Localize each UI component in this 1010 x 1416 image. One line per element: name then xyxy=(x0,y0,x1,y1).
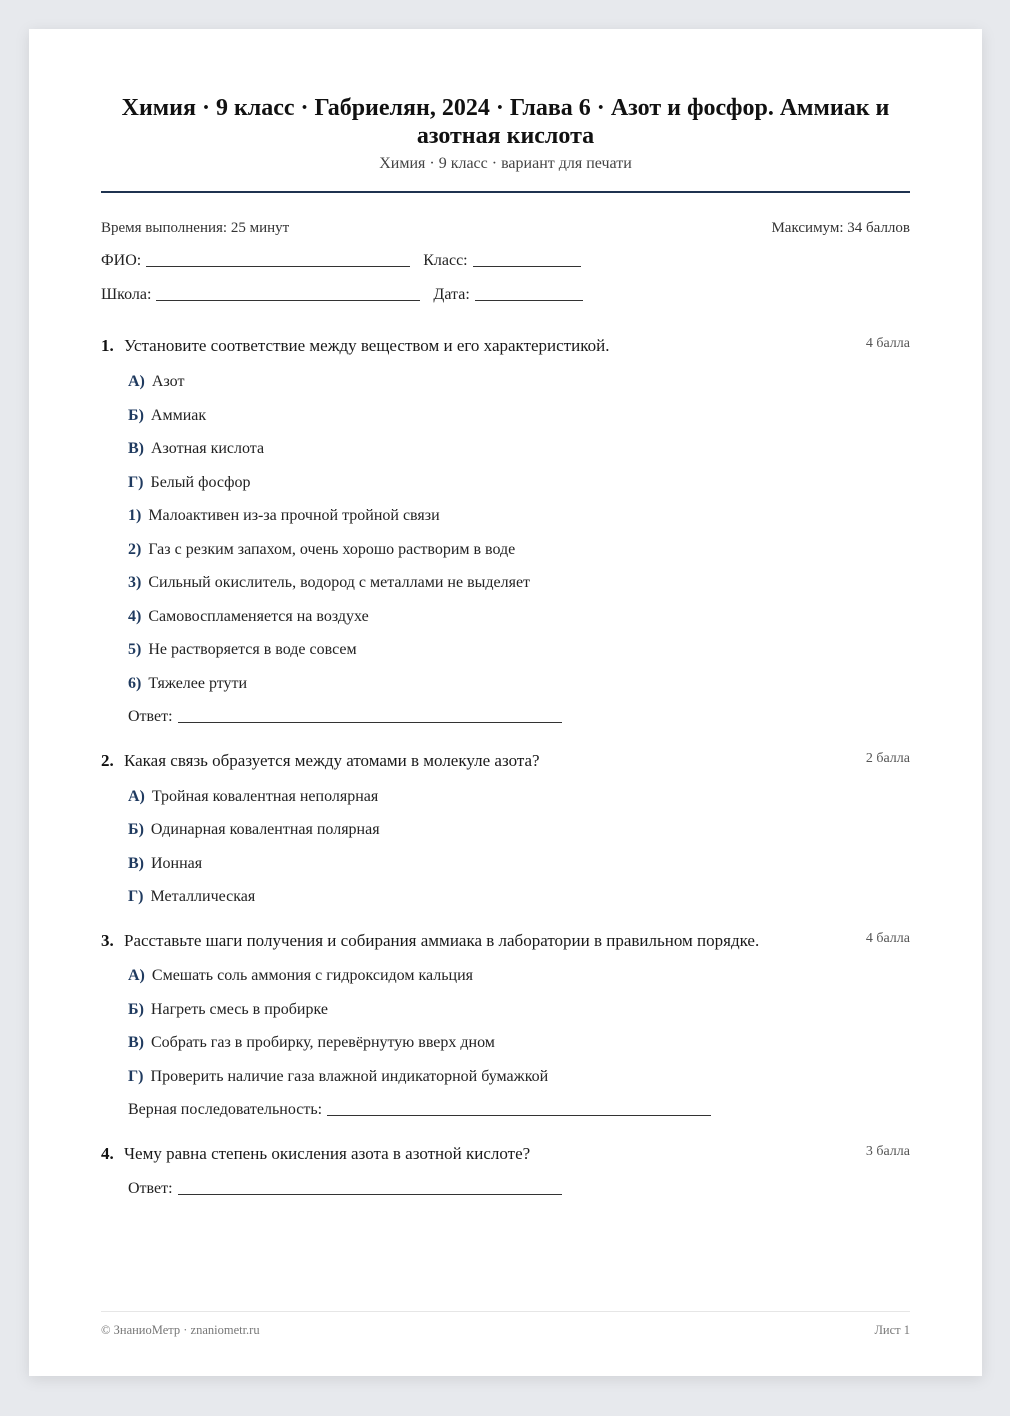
school-field[interactable] xyxy=(156,299,420,301)
list-item xyxy=(128,1033,910,1052)
item-text: Проверить наличие газа влажной индикаторной бумажкой xyxy=(150,1067,549,1085)
list-item xyxy=(128,966,910,985)
answer-row xyxy=(128,707,910,726)
item-marker: Б) xyxy=(128,821,144,838)
item-marker: Б) xyxy=(128,1000,144,1018)
item-marker: В) xyxy=(128,440,144,457)
item-text: Тяжелее ртути xyxy=(148,674,248,692)
max-score: Максимум: 34 баллов xyxy=(771,220,910,236)
meta-row xyxy=(101,219,910,237)
item-text: Аммиак xyxy=(150,406,207,424)
question-points: 3 балла xyxy=(865,1143,910,1159)
answer-field[interactable] xyxy=(178,721,562,723)
item-text: Азот xyxy=(151,373,185,390)
question-number: 1. xyxy=(101,336,114,355)
item-marker: А) xyxy=(128,373,145,390)
item-marker: 3) xyxy=(128,574,142,591)
list-item xyxy=(128,887,910,906)
question-points: 2 балла xyxy=(865,750,910,766)
answer-label: Ответ: xyxy=(128,707,173,725)
list-item xyxy=(128,439,910,458)
list-item xyxy=(128,854,910,873)
page-content xyxy=(101,29,910,1198)
item-text: Азотная кислота xyxy=(151,440,265,457)
question-number: 2. xyxy=(101,750,114,770)
item-marker: 1) xyxy=(128,507,142,524)
page-title: Химия · 9 класс · Габриелян, 2024 · Глава 6 · Азот и фосфор. Аммиак и азотная кислота xyxy=(121,95,890,149)
item-text: Тройная ковалентная неполярная xyxy=(151,787,379,805)
item-marker: А) xyxy=(128,967,145,984)
question-points: 4 балла xyxy=(865,931,910,946)
item-text: Собрать газ в пробирку, перевёрнутую вверх дном xyxy=(151,1034,495,1051)
question-4 xyxy=(101,1144,910,1198)
list-item xyxy=(128,573,910,592)
item-marker: В) xyxy=(128,854,144,872)
list-item xyxy=(128,372,910,391)
fio-label: ФИО: xyxy=(101,252,142,269)
school-label: Школа: xyxy=(101,286,152,303)
item-marker: В) xyxy=(128,1034,144,1051)
item-text: Белый фосфор xyxy=(150,473,251,491)
question-text: Расставьте шаги получения и собирания аммиака в лаборатории в правильном порядке. xyxy=(124,931,760,950)
question-number: 3. xyxy=(101,931,114,950)
answer-row xyxy=(128,1179,910,1198)
item-text: Одинарная ковалентная полярная xyxy=(150,821,380,838)
page-footer xyxy=(101,1311,910,1338)
sequence-answer-row xyxy=(128,1100,910,1119)
question-header xyxy=(101,336,910,356)
item-text: Не растворяется в воде совсем xyxy=(148,641,357,658)
footer-copyright: © ЗнаниоМетр · znaniometr.ru xyxy=(101,1323,260,1337)
item-text: Малоактивен из-за прочной тройной связи xyxy=(148,507,440,524)
question-header xyxy=(101,931,910,951)
item-marker: 4) xyxy=(128,607,142,625)
list-item xyxy=(128,787,910,806)
time-limit: Время выполнения: 25 минут xyxy=(101,220,290,236)
question-2 xyxy=(101,751,910,907)
worksheet-page xyxy=(29,29,982,1376)
list-item xyxy=(128,674,910,693)
page-subtitle: Химия · 9 класс · вариант для печати xyxy=(379,155,632,172)
list-item xyxy=(128,640,910,659)
item-text: Нагреть смесь в пробирке xyxy=(150,1000,328,1018)
list-item xyxy=(128,1000,910,1019)
date-field[interactable] xyxy=(475,299,583,301)
footer-page-number: Лист 1 xyxy=(874,1323,910,1337)
item-text: Смешать соль аммония с гидроксидом кальция xyxy=(151,967,473,984)
answer-label: Ответ: xyxy=(128,1179,173,1197)
list-item xyxy=(128,406,910,425)
question-header xyxy=(101,751,910,771)
item-marker: 5) xyxy=(128,641,142,658)
class-field[interactable] xyxy=(473,265,581,267)
list-item xyxy=(128,506,910,525)
list-item xyxy=(128,820,910,839)
item-marker: Б) xyxy=(128,406,144,424)
question-text: Установите соответствие между веществом и его характеристикой. xyxy=(124,336,610,355)
item-marker: Г) xyxy=(128,1067,144,1085)
item-text: Самовоспламеняется на воздухе xyxy=(148,607,369,625)
item-text: Сильный окислитель, водород с металлами не выделяет xyxy=(148,574,531,591)
question-header xyxy=(101,1144,910,1164)
list-item xyxy=(128,1067,910,1086)
item-text: Металлическая xyxy=(150,888,256,905)
item-marker: 6) xyxy=(128,674,142,692)
item-marker: Г) xyxy=(128,473,144,491)
item-marker: Г) xyxy=(128,888,144,905)
list-item xyxy=(128,540,910,559)
item-marker: А) xyxy=(128,787,145,805)
class-label: Класс: xyxy=(423,252,468,269)
item-text: Ионная xyxy=(151,854,203,872)
answer-label: Верная последовательность: xyxy=(128,1100,323,1118)
fio-class-row xyxy=(101,252,910,270)
list-item xyxy=(128,473,910,492)
fio-field[interactable] xyxy=(146,265,410,267)
question-points: 4 балла xyxy=(865,336,910,351)
school-date-row xyxy=(101,286,910,304)
question-text: Какая связь образуется между атомами в молекуле азота? xyxy=(124,750,540,770)
header-divider xyxy=(101,191,910,193)
item-marker: 2) xyxy=(128,540,142,558)
question-number: 4. xyxy=(101,1143,114,1163)
item-text: Газ с резким запахом, очень хорошо растворим в воде xyxy=(148,540,516,558)
sequence-answer-field[interactable] xyxy=(327,1114,711,1116)
list-item xyxy=(128,607,910,626)
question-1 xyxy=(101,336,910,726)
answer-field[interactable] xyxy=(178,1193,562,1195)
question-text: Чему равна степень окисления азота в азотной кислоте? xyxy=(124,1143,531,1163)
question-3 xyxy=(101,931,910,1119)
date-label: Дата: xyxy=(433,286,470,303)
